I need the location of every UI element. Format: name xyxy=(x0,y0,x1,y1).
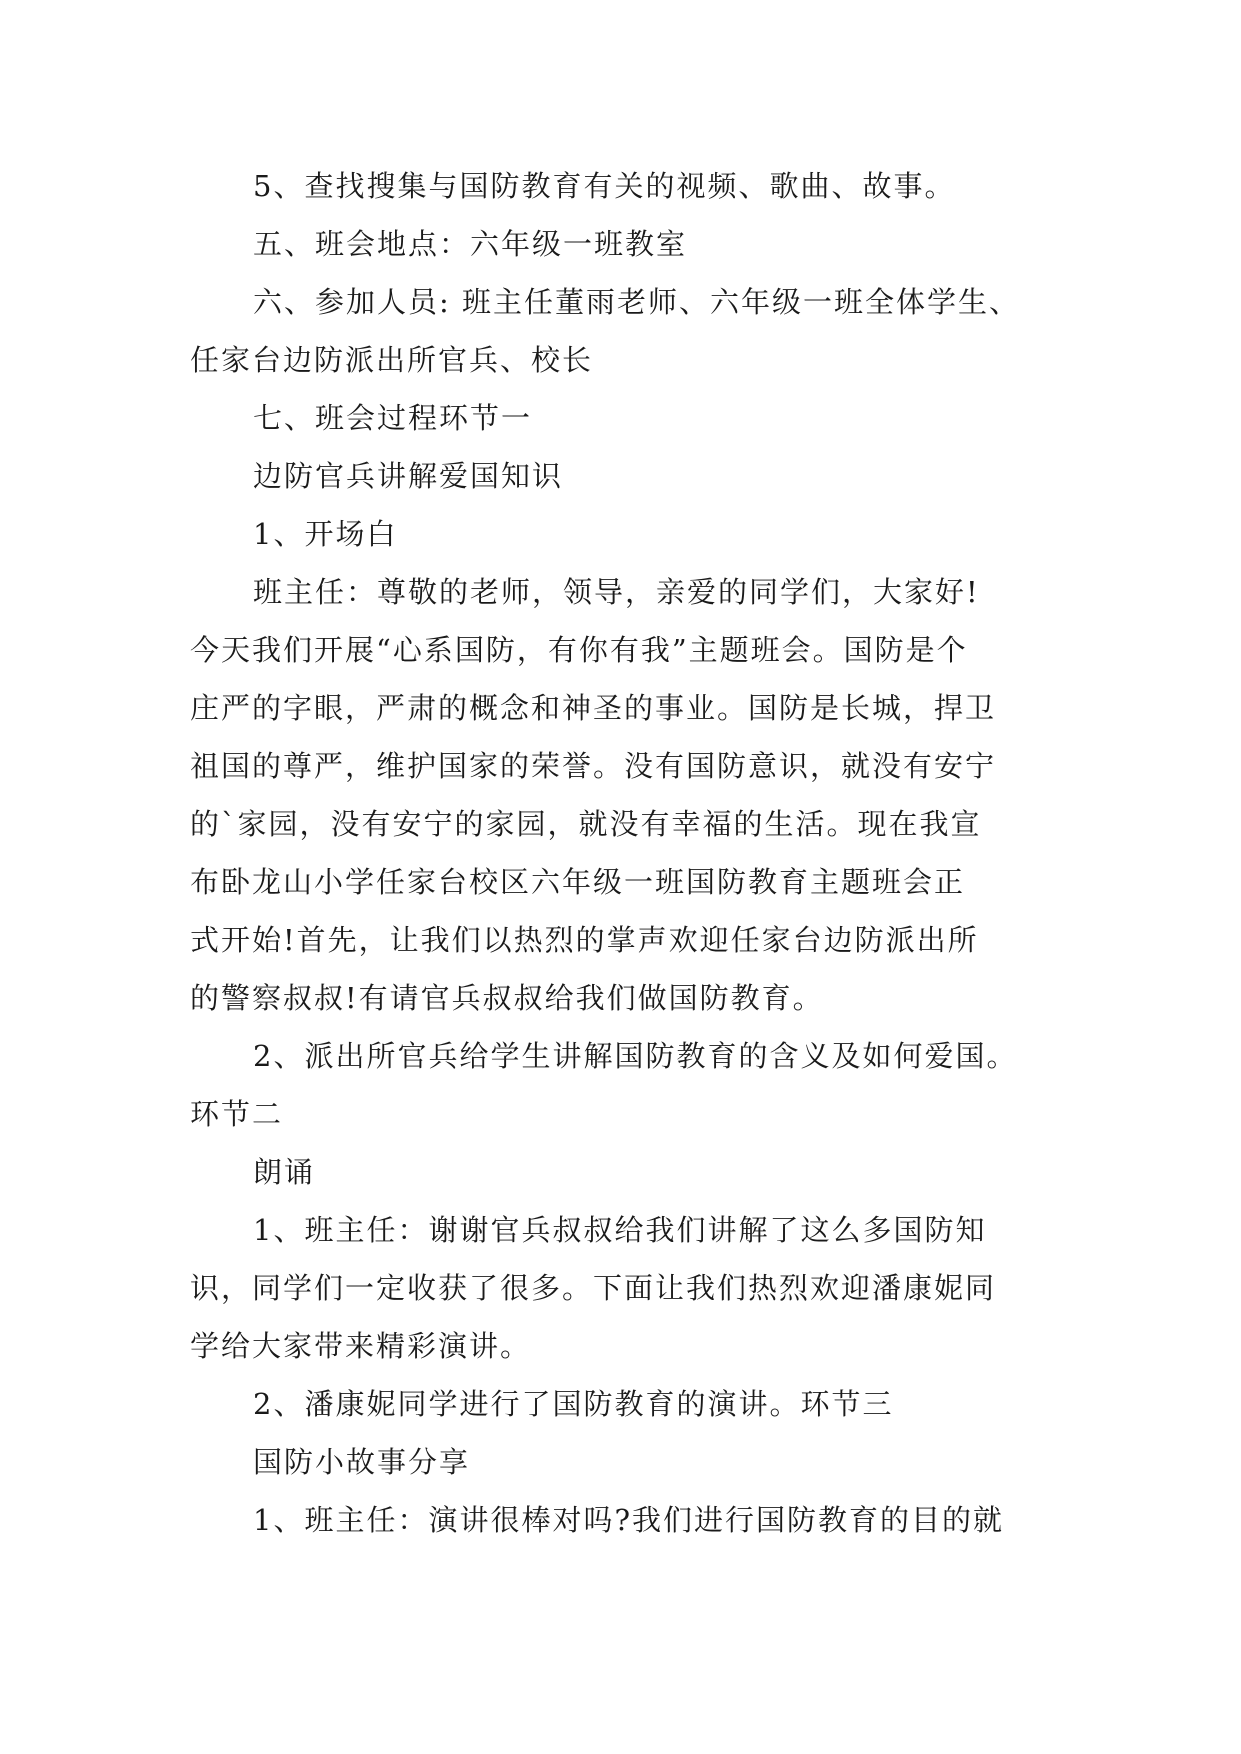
text-line: 任家台边防派出所官兵、校长 xyxy=(190,343,594,377)
text-line: 2、派出所官兵给学生讲解国防教育的含义及如何爱国。 xyxy=(253,1039,1018,1073)
text-line: 边防官兵讲解爱国知识 xyxy=(253,459,564,493)
text-line: 国防小故事分享 xyxy=(253,1445,471,1479)
text-line: 的`家园，没有安宁的家园，就没有幸福的生活。现在我宣 xyxy=(190,807,982,841)
text-line: 1、班主任：谢谢官兵叔叔给我们讲解了这么多国防知 xyxy=(253,1213,987,1247)
text-line: 5、查找搜集与国防教育有关的视频、歌曲、故事。 xyxy=(253,169,956,203)
text-line: 今天我们开展“心系国防，有你有我”主题班会。国防是个 xyxy=(190,633,968,667)
text-line: 2、潘康妮同学进行了国防教育的演讲。环节三 xyxy=(253,1387,894,1421)
text-line: 五、班会地点：六年级一班教室 xyxy=(253,227,688,261)
text-line: 的警察叔叔!有请官兵叔叔给我们做国防教育。 xyxy=(190,981,824,1015)
text-line: 学给大家带来精彩演讲。 xyxy=(190,1329,532,1363)
text-line: 班主任：尊敬的老师，领导，亲爱的同学们，大家好! xyxy=(253,575,980,609)
text-line: 庄严的字眼，严肃的概念和神圣的事业。国防是长城，捍卫 xyxy=(190,691,997,725)
text-line: 1、班主任：演讲很棒对吗?我们进行国防教育的目的就 xyxy=(253,1503,1004,1537)
text-line: 识，同学们一定收获了很多。下面让我们热烈欢迎潘康妮同 xyxy=(190,1271,997,1305)
text-line: 祖国的尊严，维护国家的荣誉。没有国防意识，就没有安宁 xyxy=(190,749,997,783)
text-line: 七、班会过程环节一 xyxy=(253,401,533,435)
text-line: 六、参加人员: 班主任董雨老师、六年级一班全体学生、 xyxy=(253,285,1020,319)
text-line: 环节二 xyxy=(190,1097,284,1131)
text-line: 布卧龙山小学任家台校区六年级一班国防教育主题班会正 xyxy=(190,865,966,899)
text-line: 式开始!首先，让我们以热烈的掌声欢迎任家台边防派出所 xyxy=(190,923,979,957)
text-line: 1、开场白 xyxy=(253,517,398,551)
text-line: 朗诵 xyxy=(253,1155,316,1189)
